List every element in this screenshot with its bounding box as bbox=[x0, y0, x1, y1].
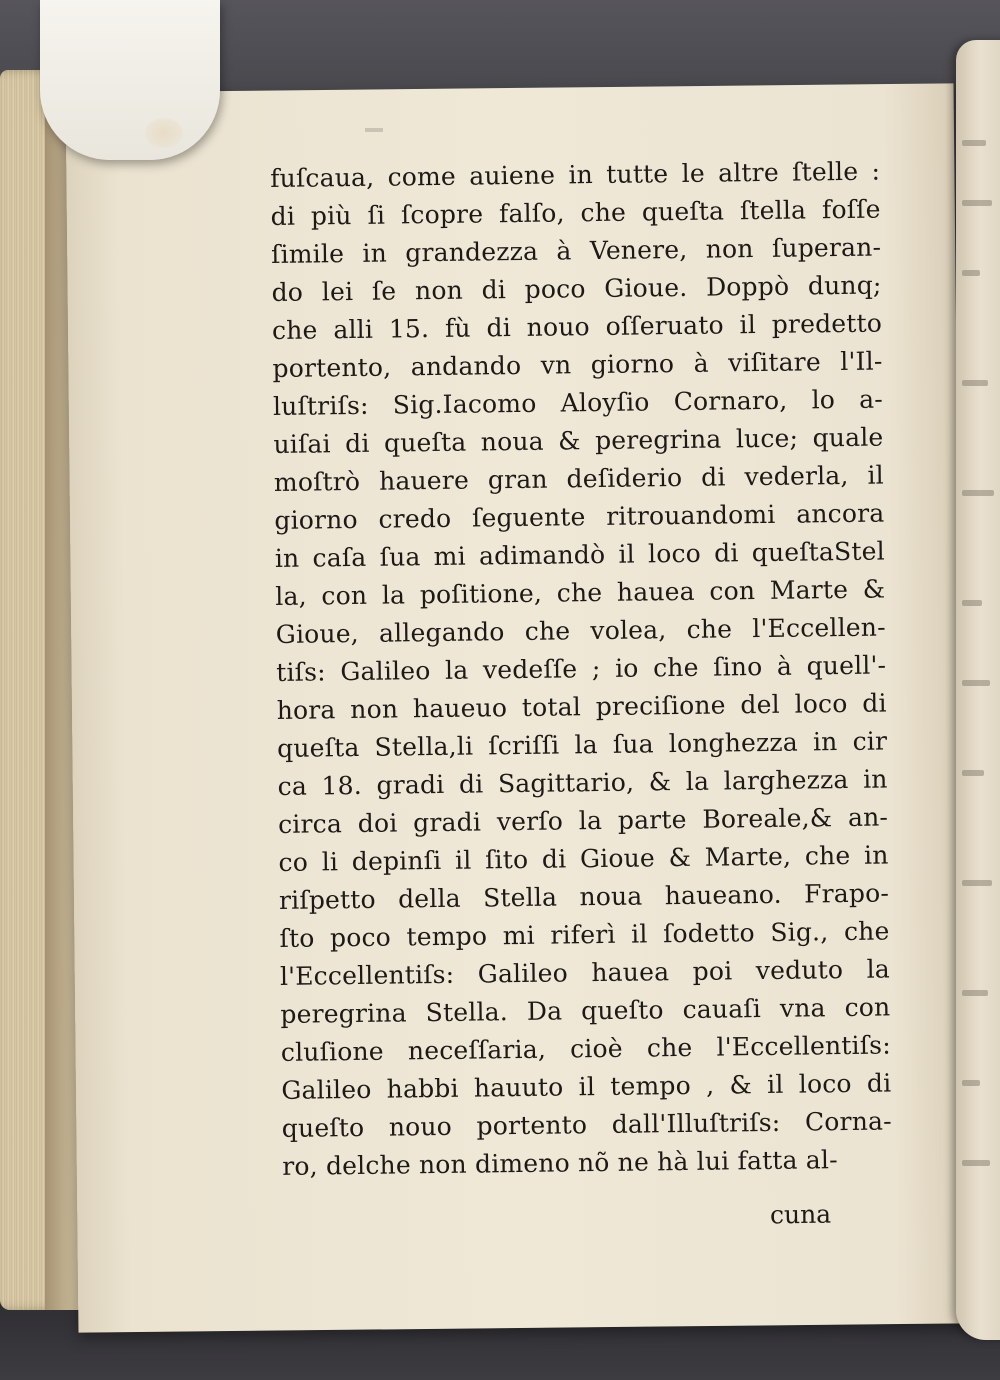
text-line: uiſai di queſta noua & peregrina luce; quale bbox=[273, 422, 884, 459]
text-line: di più ſi ſcopre falſo, che queſta ſtella foſſe bbox=[270, 194, 881, 231]
text-line: luſtriſs: Sig.Iacomo Aloyſio Cornaro, lo a- bbox=[272, 384, 884, 421]
text-line: portento, andando vn giorno à viſitare l'Il- bbox=[272, 346, 883, 383]
text-line: queſta Stella,li ſcriſſi la ſua longhezza in cir bbox=[277, 726, 888, 763]
text-line: cluſione neceſſaria, cioè che l'Eccellentiſs: bbox=[280, 1030, 892, 1067]
text-line: ca 18. gradi di Sagittario, & la larghezza in bbox=[277, 764, 888, 801]
text-line: moſtrò hauere gran deſiderio di vederla, il bbox=[273, 460, 885, 497]
faint-mark bbox=[365, 128, 383, 132]
facing-page-text-traces bbox=[962, 120, 998, 1220]
catchword: cuna bbox=[769, 1199, 832, 1230]
text-line: peregrina Stella. Da queſto cauaſi vna con bbox=[280, 992, 891, 1029]
text-line: in caſa ſua mi adimandò il loco di queſtaStel bbox=[274, 536, 886, 573]
text-line: giorno credo ſeguente ritrouandomi ancora bbox=[274, 498, 885, 535]
text-line: Galileo habbi hauuto il tempo , & il loco di bbox=[281, 1068, 892, 1105]
text-line: riſpetto della Stella noua haueano. Frapo- bbox=[278, 878, 890, 915]
text-line: circa doi gradi verſo la parte Boreale,& an- bbox=[277, 802, 889, 839]
text-line: co li depinſi il ſito di Gioue & Marte, che in bbox=[278, 840, 889, 877]
text-line: Gioue, allegando che volea, che l'Eccellen- bbox=[275, 612, 886, 649]
text-line: che alli 15. fù di nouo oſſeruato il predetto bbox=[271, 308, 883, 345]
text-line: do lei ſe non di poco Gioue. Doppò dunq; bbox=[271, 270, 882, 307]
page-text bbox=[270, 153, 892, 1186]
text-line: la, con la poſitione, che hauea con Marte & bbox=[275, 574, 886, 611]
text-line: fuſcaua, come auiene in tutte le altre ſtelle : bbox=[270, 156, 881, 193]
clip-stain bbox=[145, 118, 183, 148]
page-holder-clip bbox=[40, 0, 220, 160]
text-line: hora non haueuo total preciſione del loco di bbox=[276, 688, 887, 725]
text-line: ſto poco tempo mi riferì il ſodetto Sig., che bbox=[279, 916, 890, 953]
text-line: l'Eccellentiſs: Galileo hauea poi veduto la bbox=[279, 954, 891, 991]
text-line: ſimile in grandezza à Venere, non ſuperan- bbox=[270, 232, 882, 269]
text-line: ro, delche non dimeno nõ ne hà lui fatta al- bbox=[282, 1145, 838, 1181]
text-line: queſto nouo portento dall'Illuſtriſs: Corna- bbox=[281, 1106, 892, 1143]
text-line: tiſs: Galileo la vedeſſe ; io che ſino à quell'- bbox=[276, 650, 887, 687]
